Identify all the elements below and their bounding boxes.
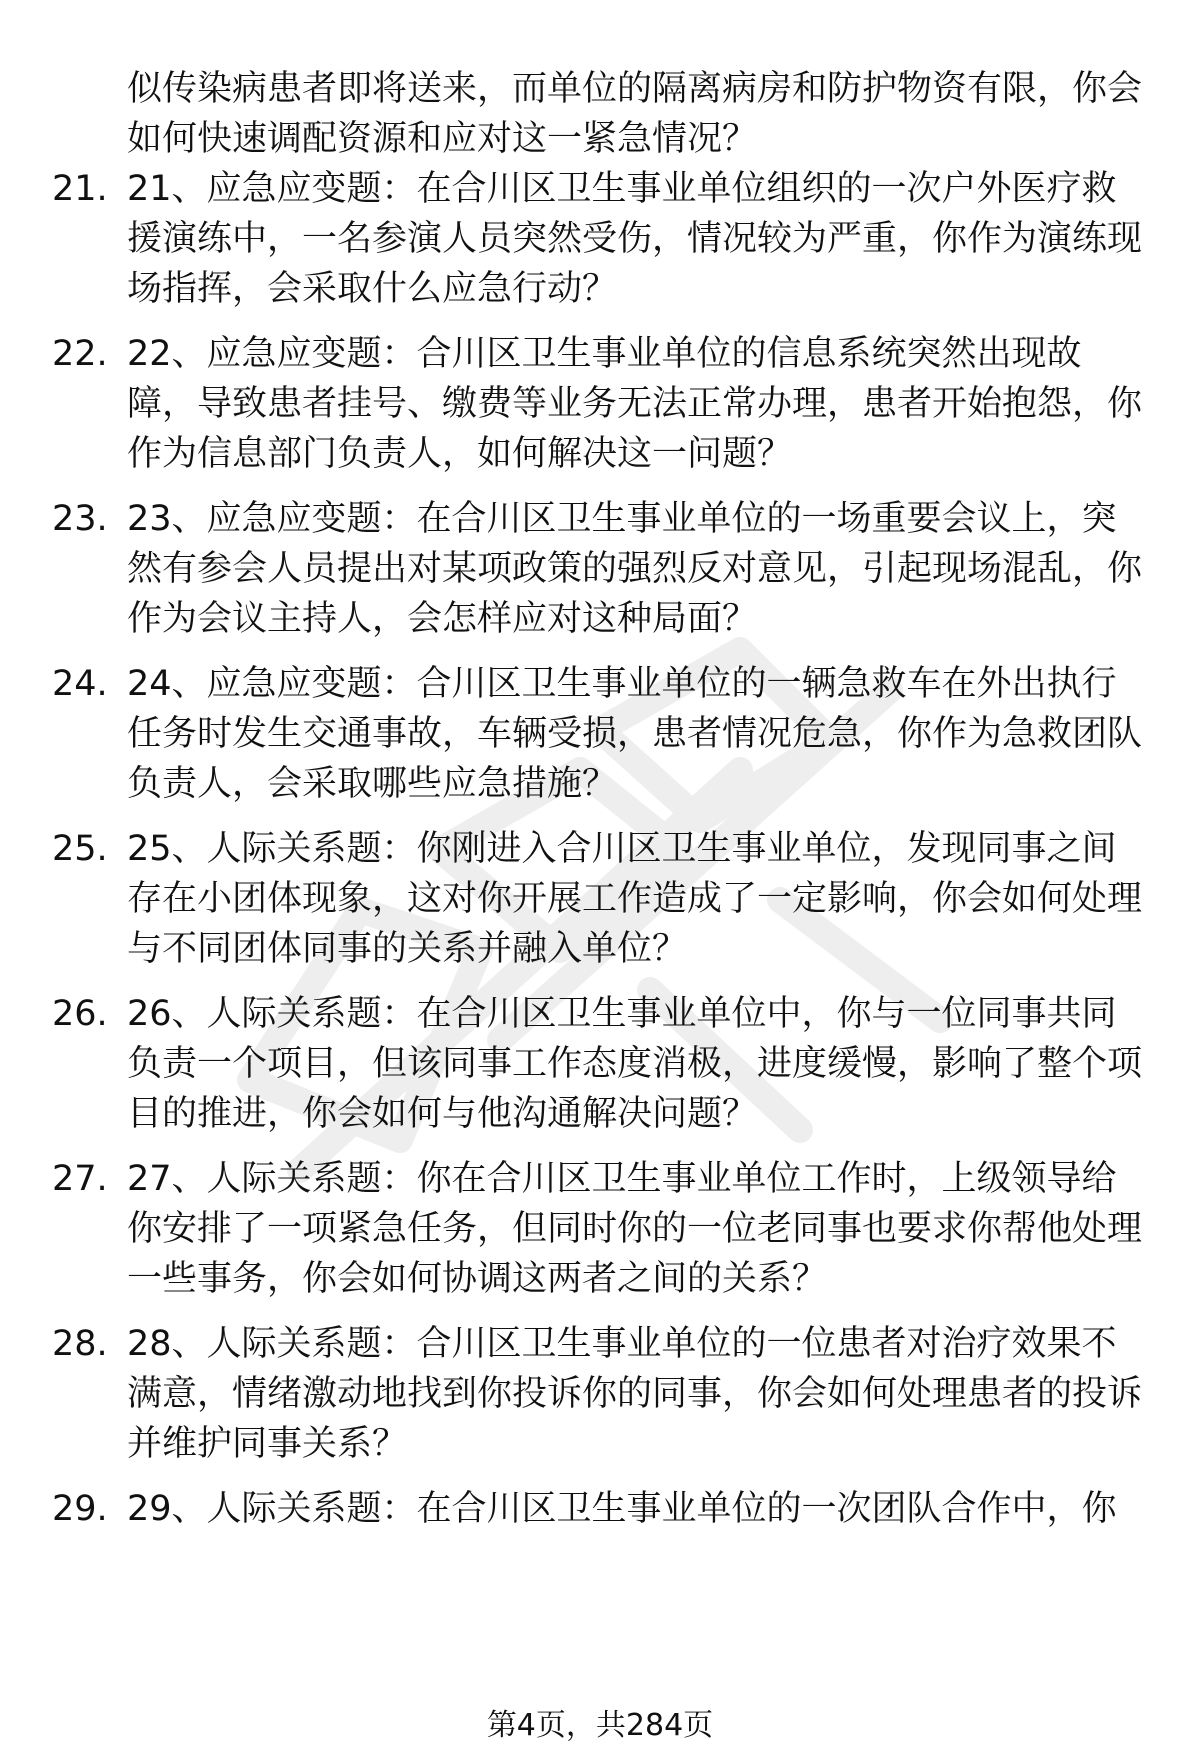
question-number: 28. (52, 1324, 108, 1364)
question-text: 28、人际关系题：合川区卫生事业单位的一位患者对治疗效果不满意，情绪激动地找到你投诉你的同事，你会如何处理患者的投诉并维护同事关系？ (127, 1324, 1143, 1464)
question-number: 24. (52, 664, 108, 704)
question-number: 25. (52, 829, 108, 869)
question-number: 23. (52, 499, 108, 539)
question-number: 29. (52, 1489, 108, 1529)
question-text: 22、应急应变题：合川区卫生事业单位的信息系统突然出现故障，导致患者挂号、缴费等业务无法正常办理，患者开始抱怨，你作为信息部门负责人，如何解决这一问题？ (127, 334, 1143, 474)
intro-paragraph: 似传染病患者即将送来，而单位的隔离病房和防护物资有限，你会如何快速调配资源和应对这一紧急情况？ (127, 69, 1143, 159)
question-text: 24、应急应变题：合川区卫生事业单位的一辆急救车在外出执行任务时发生交通事故，车辆受损，患者情况危急，你作为急救团队负责人，会采取哪些应急措施？ (127, 664, 1143, 804)
question-text: 23、应急应变题：在合川区卫生事业单位的一场重要会议上，突然有参会人员提出对某项政策的强烈反对意见，引起现场混乱，你作为会议主持人，会怎样应对这种局面？ (127, 499, 1143, 639)
question-number: 27. (52, 1159, 108, 1199)
question-text: 26、人际关系题：在合川区卫生事业单位中，你与一位同事共同负责一个项目，但该同事工作态度消极，进度缓慢，影响了整个项目的推进，你会如何与他沟通解决问题？ (127, 994, 1143, 1134)
question-text: 25、人际关系题：你刚进入合川区卫生事业单位，发现同事之间存在小团体现象，这对你开展工作造成了一定影响，你会如何处理与不同团体同事的关系并融入单位？ (127, 829, 1143, 969)
question-text: 29、人际关系题：在合川区卫生事业单位的一次团队合作中，你 (127, 1489, 1117, 1529)
question-number: 22. (52, 334, 108, 374)
page-number: 第4页，共284页 (486, 1708, 714, 1743)
question-number: 21. (52, 169, 108, 209)
question-text: 21、应急应变题：在合川区卫生事业单位组织的一次户外医疗救援演练中，一名参演人员突然受伤，情况较为严重，你作为演练现场指挥，会采取什么应急行动？ (127, 169, 1143, 309)
question-text: 27、人际关系题：你在合川区卫生事业单位工作时，上级领导给你安排了一项紧急任务，但同时你的一位老同事也要求你帮他处理一些事务，你会如何协调这两者之间的关系？ (127, 1159, 1143, 1299)
question-number: 26. (52, 994, 108, 1034)
